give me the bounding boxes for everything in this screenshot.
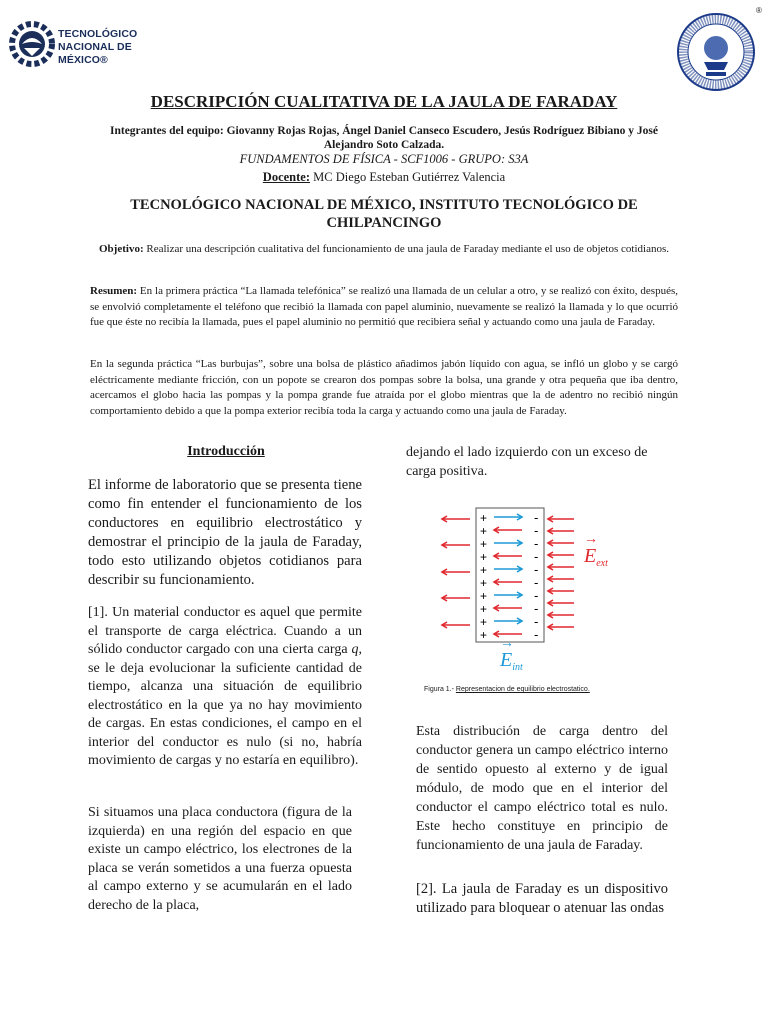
right-paragraph-1: Esta distribución de carga dentro del conductor genera un campo eléctrico interno de sentido opuesto al externo y de igual módulo, de modo que en el interior del conductor el campo eléctrico total es nulo. Este hecho constituye en principio de funcionamiento de una jaula de Faraday. bbox=[416, 724, 668, 853]
plus-charge: + bbox=[480, 576, 488, 590]
tecnm-logo bbox=[8, 14, 158, 86]
intro-paragraph-1: El informe de laboratorio que se presenta tiene como fin entender el funcionamiento de los conductores en equilibrio electrostático y demostrar el principio de la jaula de Faraday, todo esto utilizando objetos cotidianos para describir su funcionamiento. bbox=[88, 477, 362, 588]
figure-caption bbox=[424, 686, 684, 693]
vector-arrow-int: → bbox=[500, 636, 514, 651]
plus-charge: + bbox=[480, 563, 488, 577]
external-field-arrows-right bbox=[548, 516, 574, 630]
institution-name: TECNOLÓGICO NACIONAL DE MÉXICO, INSTITUTO TECNOLÓGICO DE CHILPANCINGO bbox=[130, 197, 638, 231]
minus-charge: - bbox=[534, 575, 539, 590]
institute-seal-icon bbox=[676, 12, 756, 92]
intro-paragraph-3: Si situamos una placa conductora (figura de la izquierda) en una región del espacio en que existe un campo eléctrico, los electrones de la placa se verán sometidos a una fuerza opuesta al campo externo y se acumularán en el lado derecho de la placa, bbox=[88, 805, 352, 913]
plus-charge: + bbox=[480, 550, 488, 564]
external-field-arrows-left bbox=[442, 516, 470, 628]
vector-arrow-ext: → bbox=[584, 532, 598, 547]
minus-charge: - bbox=[534, 588, 539, 603]
course-info: FUNDAMENTOS DE FÍSICA - SCF1006 - GRUPO: S3A bbox=[239, 152, 529, 166]
intro-paragraph-2-part-a: [1]. Un material conductor es aquel que permite el transporte de carga eléctrica. Cuando a un sólido conductor cargado con una cierta carga bbox=[88, 605, 362, 657]
abstract-paragraph-2: En la segunda práctica “Las burbujas”, sobre una bolsa de plástico añadimos jabón líquido con agua, se infló un globo y se cargó eléctricamente mediante fricción, con un popote se crearon dos pompas sobre la bolsa, una grande y otra pequeña que iba dentro, acercamos el globo hacia las pompas y la pompa grande fue atraída por el globo mientras que la de adentro no recibió ningún comportamiento debido a que la pompa exterior recibía toda la carga y actuando como una jaula de Faraday. bbox=[90, 358, 678, 417]
caption-prefix: Figura 1.- bbox=[424, 686, 456, 693]
plus-charge: + bbox=[480, 524, 488, 538]
plus-charge: + bbox=[480, 511, 488, 525]
plus-charge: + bbox=[480, 537, 488, 551]
minus-charge: - bbox=[534, 536, 539, 551]
plus-charge: + bbox=[480, 589, 488, 603]
minus-charge: - bbox=[534, 523, 539, 538]
plus-charge: + bbox=[480, 615, 488, 629]
document-title: DESCRIPCIÓN CUALITATIVA DE LA JAULA DE FARADAY bbox=[150, 92, 618, 111]
caption-text: Representacion de equilibrio electrostatico. bbox=[455, 686, 590, 693]
objective-label: Objetivo: bbox=[99, 243, 144, 255]
minus-charge: - bbox=[534, 614, 539, 629]
teacher-label: Docente: bbox=[262, 170, 310, 184]
section-heading-introduction: Introducción bbox=[187, 444, 265, 459]
team-members: Integrantes del equipo: Giovanny Rojas Rojas, Ángel Daniel Canseco Escudero, Jesús Rodríguez Bibiano y José Alejandro Soto Calzada. bbox=[110, 125, 658, 151]
abstract-label: Resumen: bbox=[90, 285, 138, 297]
logo-text-line2: NACIONAL DE MÉXICO® bbox=[58, 41, 132, 66]
gear-eagle-icon bbox=[8, 14, 56, 74]
minus-charge: - bbox=[534, 627, 539, 642]
right-paragraph-2: [2]. La jaula de Faraday es un dispositivo utilizado para bloquear o atenuar las ondas bbox=[416, 881, 668, 916]
teacher-name: MC Diego Esteban Gutiérrez Valencia bbox=[310, 170, 506, 184]
faraday-field-figure bbox=[432, 505, 632, 675]
abstract-paragraph-1 bbox=[90, 284, 678, 331]
plus-charge: + bbox=[480, 602, 488, 616]
abstract-text-1: En la primera práctica “La llamada telefónica” se realizó una llamada de un celular a otro, y se realizó con éxito, después, se envolvió completamente el teléfono que recibió la llamada con papel aluminio, nuevamente se realizó la llamada y lo que ocurrió fue que éste no recibía la llamada, pues el papel aluminio no permitió que recibiera señal y actuando como una jaula de Faraday. bbox=[90, 285, 678, 329]
teacher-line bbox=[60, 170, 708, 185]
continuation-paragraph: dejando el lado izquierdo con un exceso de carga positiva. bbox=[406, 445, 648, 479]
plus-charge: + bbox=[480, 628, 488, 642]
minus-charge: - bbox=[534, 549, 539, 564]
charge-symbol: q bbox=[351, 642, 359, 657]
minus-charge: - bbox=[534, 562, 539, 577]
objective bbox=[96, 242, 672, 257]
intro-paragraph-2-part-b: , se le deja evolucionar la suficiente cantidad de tiempo, alcanza una situación de equilibrio electrostático en la que ya no hay movimiento de cargas. En estas condiciones, el campo en el interior del conductor es nulo (si no, habría movimiento de cargas y no estaría en equilibro). bbox=[88, 642, 362, 768]
minus-charge: - bbox=[534, 601, 539, 616]
objective-text: Realizar una descripción cualitativa del funcionamiento de una jaula de Faraday mediante el uso de objetos cotidianos. bbox=[143, 243, 669, 255]
label-e-int: $E_{int}$ bbox=[500, 649, 523, 673]
label-e-ext: $E_{ext}$ bbox=[584, 545, 608, 569]
registered-mark: ® bbox=[756, 6, 762, 15]
intro-paragraph-2 bbox=[88, 604, 362, 771]
minus-charge: - bbox=[534, 510, 539, 525]
logo-text-line1: TECNOLÓGICO bbox=[58, 28, 138, 40]
